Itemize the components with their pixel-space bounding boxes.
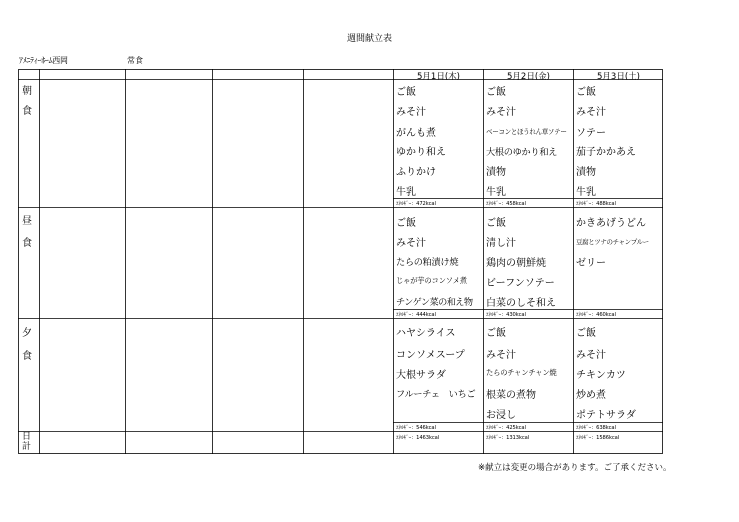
breakfast-label-1: 朝 <box>22 86 32 97</box>
menu-item: 大根サラダ <box>396 370 446 381</box>
day-header-1: 5月1日(木) <box>417 72 460 82</box>
menu-item: ソテー <box>576 128 606 139</box>
energy-value: ｴﾈﾙｷﾞｰ：546kcal <box>396 425 436 431</box>
menu-item: ハヤシライス <box>396 328 456 339</box>
menu-item: ベーコンとほうれん草ソテー <box>486 128 567 136</box>
menu-item: たらのチャンチャン焼 <box>486 368 557 377</box>
menu-item: チンゲン菜の和え物 <box>396 297 473 308</box>
energy-value: ｴﾈﾙｷﾞｰ：425kcal <box>486 425 526 431</box>
menu-item: 牛乳 <box>576 187 596 198</box>
energy-value: ｴﾈﾙｷﾞｰ：444kcal <box>396 312 436 318</box>
daily-total: ｴﾈﾙｷﾞｰ：1463kcal <box>396 435 440 441</box>
footer-note: ※献立は変更の場合があります。ご了承ください。 <box>478 463 672 473</box>
menu-item: みそ汁 <box>486 350 516 361</box>
dinner-label-2: 食 <box>22 351 32 362</box>
energy-value: ｴﾈﾙｷﾞｰ：458kcal <box>486 201 526 207</box>
menu-item: じゃが芋のコンソメ煮 <box>396 276 467 285</box>
menu-item: ビーフンソテー <box>486 278 555 289</box>
menu-item: 漬物 <box>576 167 596 178</box>
menu-item: 鶏肉の朝鮮焼 <box>486 258 546 269</box>
menu-item: 牛乳 <box>396 187 416 198</box>
menu-item: 茄子かかあえ <box>576 147 636 158</box>
menu-item: みそ汁 <box>486 107 516 118</box>
menu-item: ご飯 <box>396 218 416 229</box>
menu-item: 白菜のしそ和え <box>486 298 556 309</box>
day-header-2: 5月2日(金) <box>507 72 550 82</box>
menu-item: みそ汁 <box>396 238 426 249</box>
menu-item: フルーチェ いちご <box>396 389 476 400</box>
menu-item: 大根のゆかり和え <box>486 147 558 158</box>
daily-total: ｴﾈﾙｷﾞｰ：1586kcal <box>576 435 620 441</box>
lunch-label-2: 食 <box>22 238 32 249</box>
menu-item: かきあげうどん <box>576 218 646 229</box>
diet-type: 常食 <box>127 56 143 65</box>
menu-item: ご飯 <box>486 218 506 229</box>
menu-item: みそ汁 <box>396 107 426 118</box>
menu-item: 漬物 <box>486 167 506 178</box>
menu-item: ご飯 <box>396 87 416 98</box>
energy-value: ｴﾈﾙｷﾞｰ：430kcal <box>486 312 526 318</box>
menu-item: 炒め煮 <box>576 390 606 401</box>
menu-item: ポテトサラダ <box>576 410 636 421</box>
facility-name: ｱﾒﾆﾃｨｰﾎｰﾑ西岡 <box>19 56 68 65</box>
menu-item: ご飯 <box>486 328 506 339</box>
menu-item: ふりかけ <box>396 167 436 178</box>
energy-value: ｴﾈﾙｷﾞｰ：638kcal <box>576 425 616 431</box>
daily-total: ｴﾈﾙｷﾞｰ：1313kcal <box>486 435 530 441</box>
menu-item: 豆腐とツナのチャンプルー <box>576 238 649 246</box>
menu-item: コンソメスープ <box>396 350 465 361</box>
breakfast-label-2: 食 <box>22 106 32 117</box>
menu-item: お浸し <box>486 410 516 421</box>
daily-label-2: 計 <box>22 442 32 452</box>
energy-value: ｴﾈﾙｷﾞｰ：488kcal <box>576 201 616 207</box>
menu-item: 清し汁 <box>486 238 516 249</box>
menu-item: チキンカツ <box>576 370 626 381</box>
menu-item: ご飯 <box>576 328 596 339</box>
menu-item: がんも煮 <box>396 128 436 139</box>
menu-item: みそ汁 <box>576 350 606 361</box>
menu-item: 牛乳 <box>486 187 506 198</box>
menu-item: みそ汁 <box>576 107 606 118</box>
lunch-label-1: 昼 <box>22 216 32 227</box>
menu-item: たらの粕漬け焼 <box>396 257 459 268</box>
daily-label-1: 日 <box>22 432 32 442</box>
day-header-3: 5月3日(土) <box>597 72 640 82</box>
dinner-label-1: 夕 <box>22 328 32 339</box>
menu-item: 根菜の煮物 <box>486 390 536 401</box>
menu-item: ご飯 <box>576 87 596 98</box>
page-title: 週間献立表 <box>346 34 392 44</box>
menu-item: ゼリー <box>576 258 606 269</box>
menu-item: ゆかり和え <box>396 147 446 158</box>
energy-value: ｴﾈﾙｷﾞｰ：460kcal <box>576 312 616 318</box>
energy-value: ｴﾈﾙｷﾞｰ：472kcal <box>396 201 436 207</box>
menu-item: ご飯 <box>486 87 506 98</box>
